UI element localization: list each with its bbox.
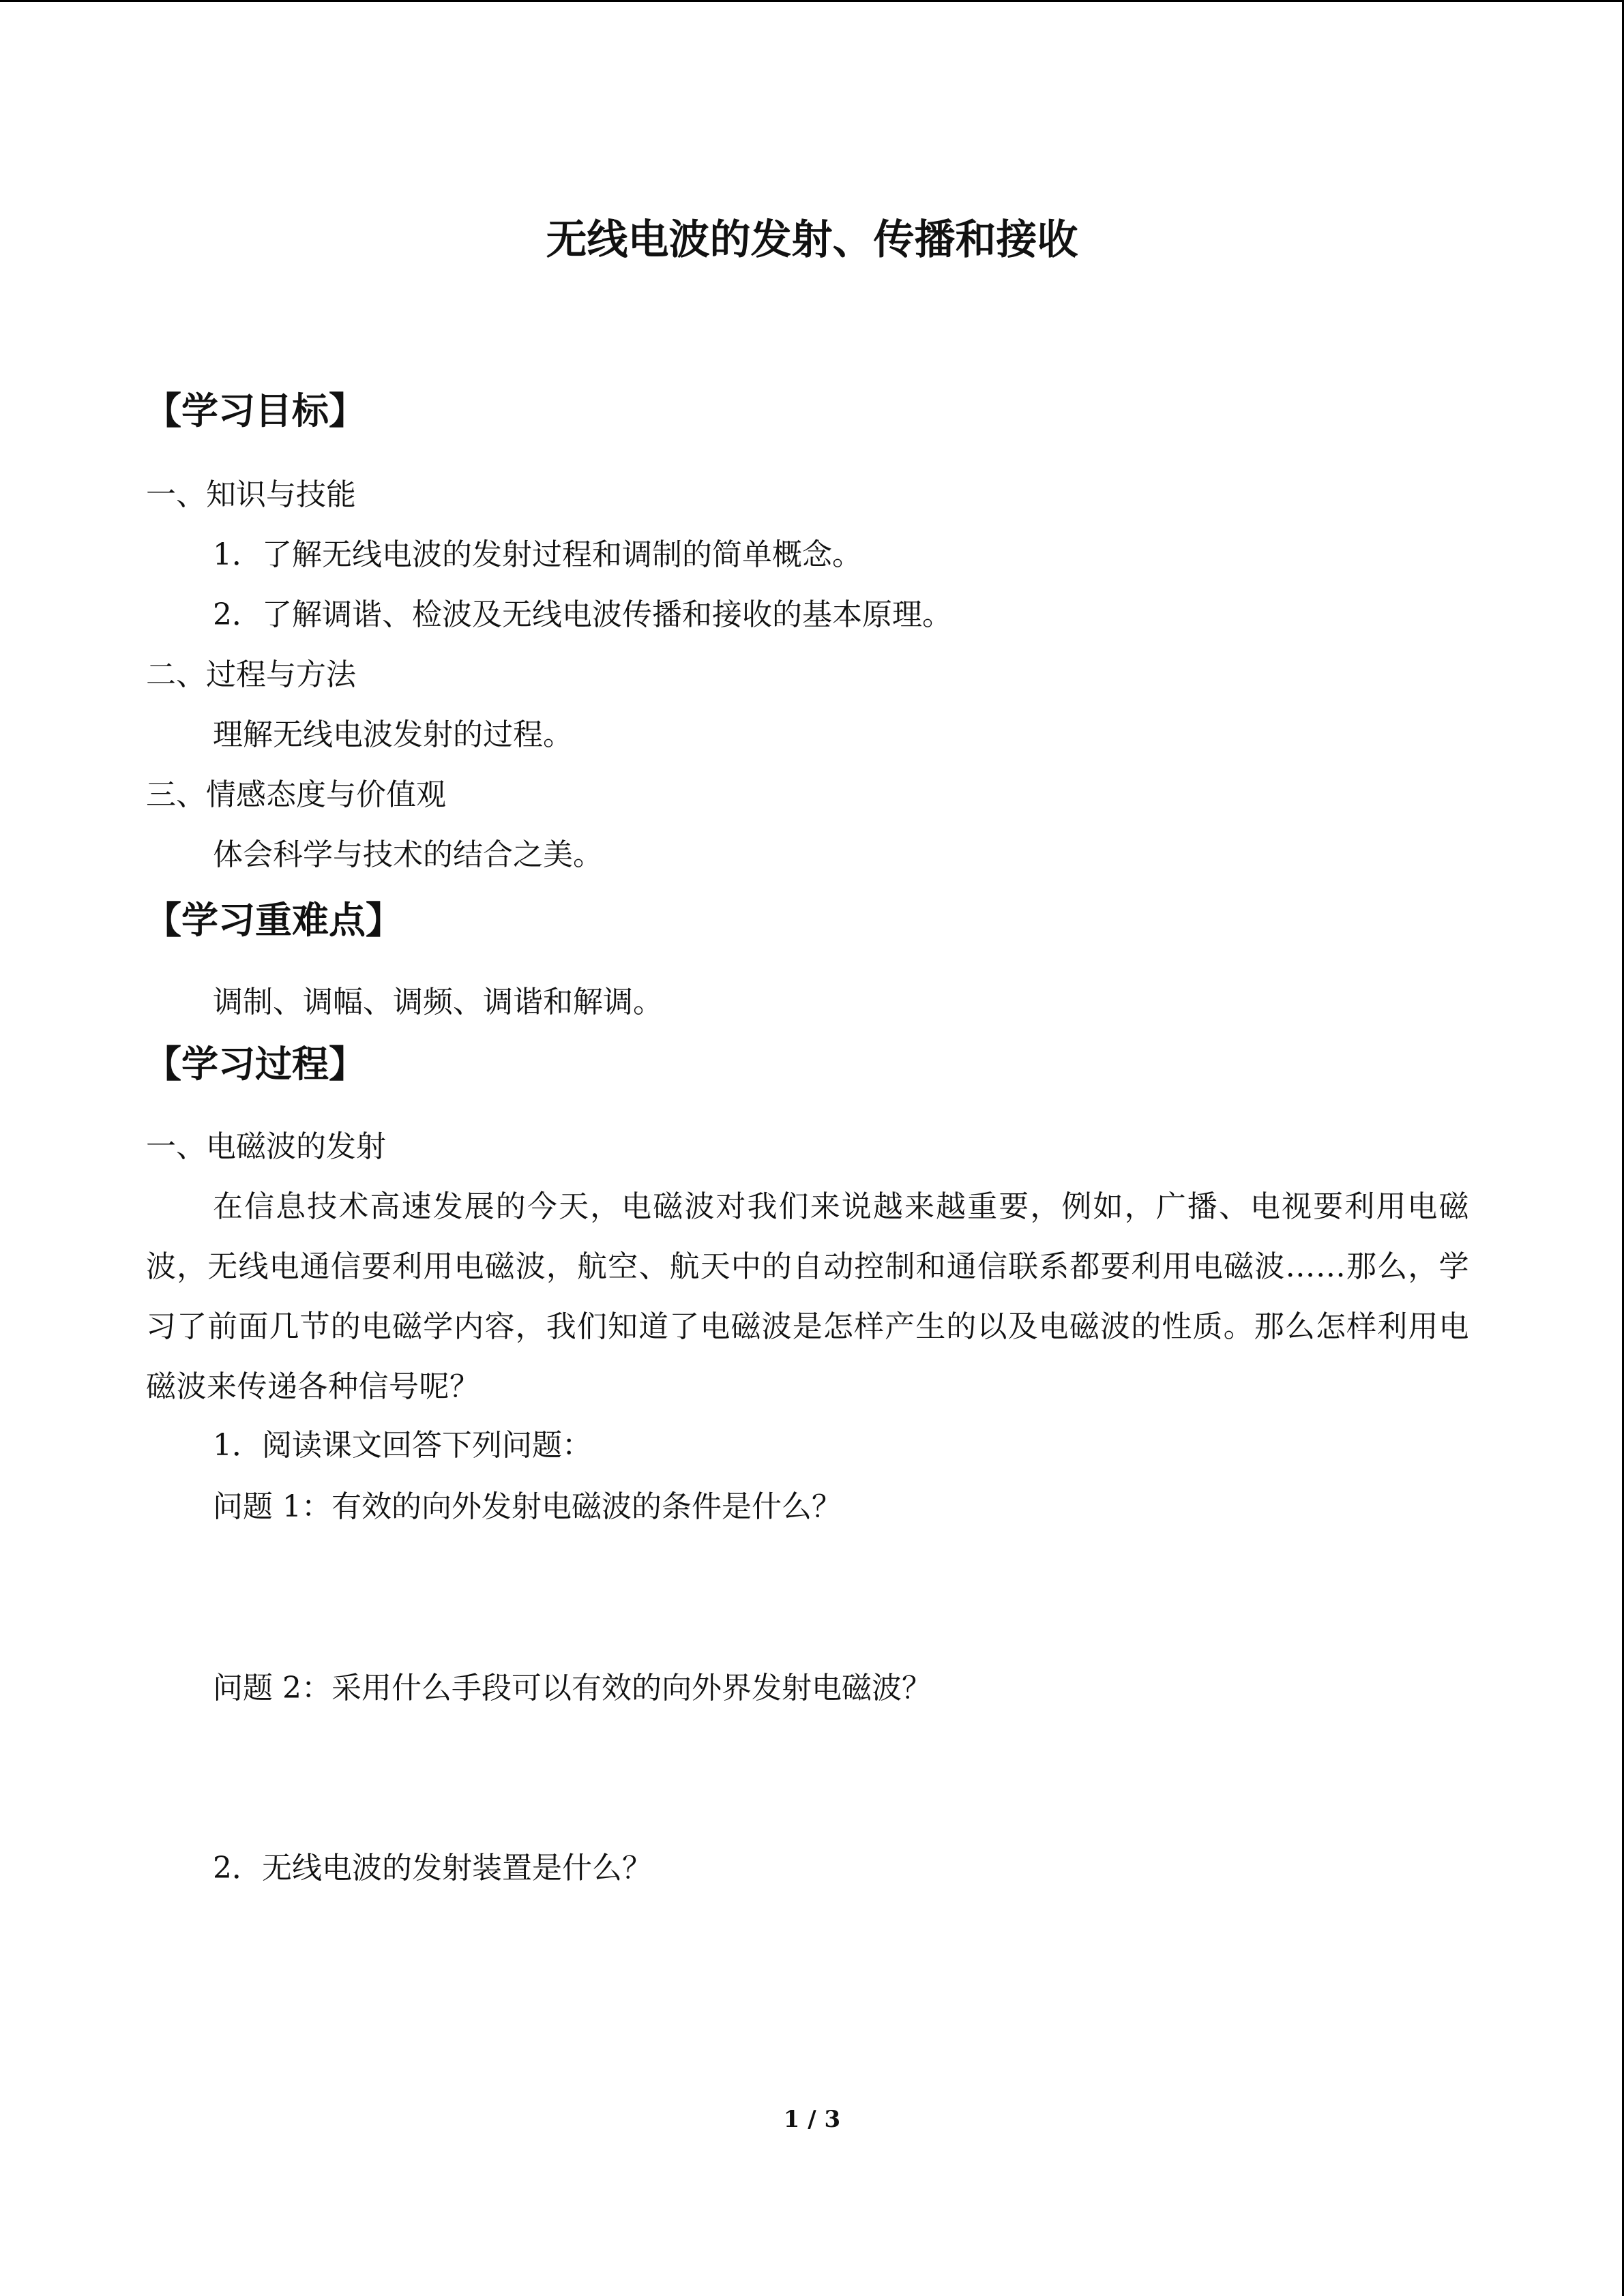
intro-paragraph: 在信息技术高速发展的今天，电磁波对我们来说越来越重要，例如，广播、电视要利用电磁波，无线电通信要利用电磁波，航空、航天中的自动控制和通信联系都要利用电磁波……那么，学习了前面几节的电磁学内容，我们知道了电磁波是怎样产生的以及电磁波的性质。那么怎样利用电磁波来传递各种信号呢？ [146,1189,1469,1404]
key-points-text: 调制、调幅、调频、调谐和解调。 [213,985,663,1019]
process-method-heading: 二、过程与方法 [146,657,356,692]
learning-process-heading: 【学习过程】 [145,1043,366,1086]
page-number: 1 / 3 [783,2106,841,2133]
question-1: 问题 1：有效的向外发射电磁波的条件是什么？ [213,1489,842,1524]
task-2: 2．无线电波的发射装置是什么？ [213,1851,652,1885]
emotion-values-heading: 三、情感态度与价值观 [146,777,446,812]
objectives-heading: 【学习目标】 [145,389,366,432]
document-title: 无线电波的发射、传播和接收 [546,216,1078,264]
knowledge-item-2: 2．了解调谐、检波及无线电波传播和接收的基本原理。 [213,597,952,632]
process-method-text: 理解无线电波发射的过程。 [213,717,573,752]
question-2: 问题 2：采用什么手段可以有效的向外界发射电磁波？ [213,1671,932,1705]
key-points-heading: 【学习重难点】 [145,899,402,942]
knowledge-skills-heading: 一、知识与技能 [146,477,356,512]
knowledge-item-1: 1．了解无线电波的发射过程和调制的简单概念。 [213,537,862,572]
emission-subheading: 一、电磁波的发射 [146,1129,386,1164]
task-1: 1．阅读课文回答下列问题： [213,1428,592,1463]
emotion-values-text: 体会科学与技术的结合之美。 [213,837,603,872]
page-border-top [0,0,1624,2]
